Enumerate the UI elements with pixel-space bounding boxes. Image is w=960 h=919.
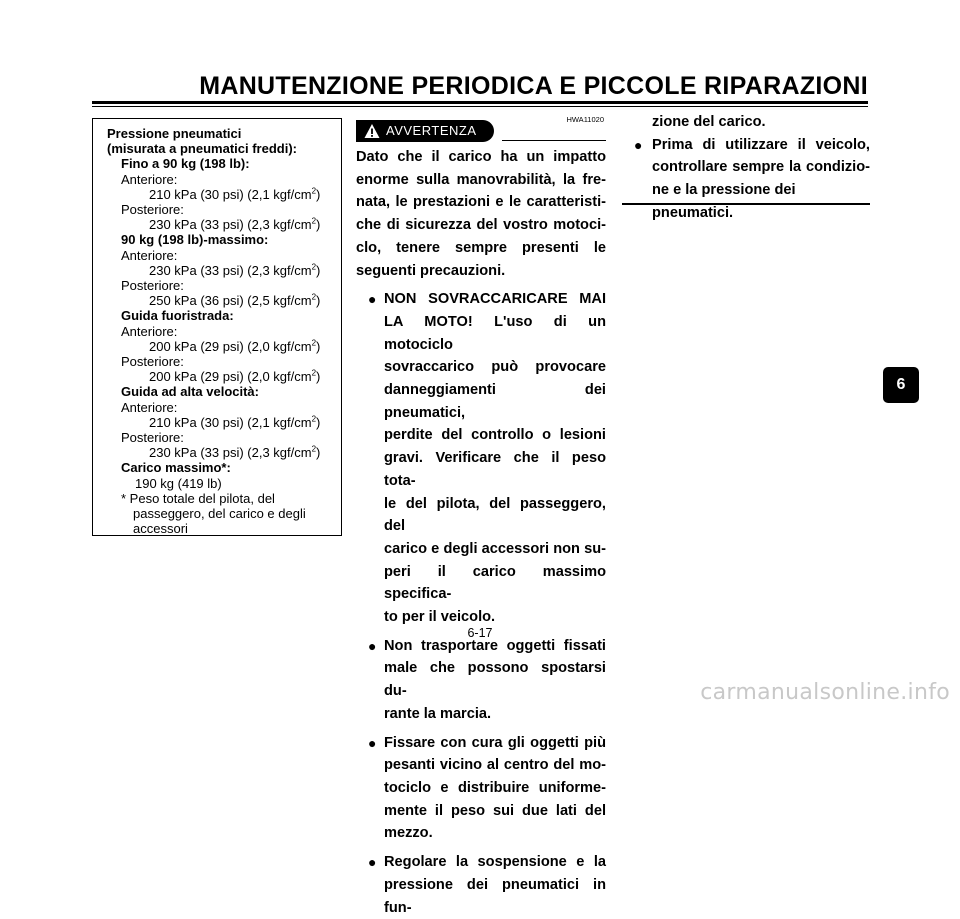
- text-line: nata, le prestazioni e le caratteristi-: [356, 194, 606, 211]
- text-line: gravi. Verificare che il peso tota-: [384, 450, 606, 489]
- spec-rear-label: Posteriore:: [121, 354, 184, 370]
- spec-note-line: * Peso totale del pilota, del: [121, 490, 275, 506]
- page-header-title: MANUTENZIONE PERIODICA E PICCOLE RIPARAZIONI: [199, 72, 868, 100]
- spec-subtitle: (misurata a pneumatici freddi):: [107, 141, 297, 157]
- page-number: 6-17: [467, 626, 493, 640]
- warning-end-rule: [622, 203, 870, 205]
- warning-triangle-icon: [364, 123, 380, 139]
- text-line: peri il carico massimo specifica-: [384, 563, 606, 603]
- bullet-icon: ●: [368, 637, 377, 654]
- spec-front-label: Anteriore:: [121, 171, 178, 187]
- text-line: Fissare con cura gli oggetti più: [384, 734, 606, 751]
- warning-section-continued: [622, 111, 870, 225]
- spec-front-label: Anteriore:: [121, 323, 178, 339]
- spec-title: Pressione pneumatici: [107, 126, 242, 141]
- text-line: Non trasportare oggetti fissati: [384, 637, 606, 654]
- text-line: sovraccarico può provocare: [384, 359, 606, 376]
- warning-bullet: [356, 288, 606, 629]
- spec-value: 230 kPa (33 psi) (2,3 kgf/$cm^2$): [149, 444, 321, 461]
- text-line: mezzo.: [384, 825, 433, 842]
- watermark: carmanualsonline.info: [700, 680, 950, 705]
- spec-value: 230 kPa (33 psi) (2,3 kgf/$cm^2$): [149, 216, 321, 233]
- spec-rear-label: Posteriore:: [121, 430, 184, 446]
- text-line: le del pilota, del passeggero, del: [384, 495, 606, 535]
- header-rule-thin: [92, 106, 868, 107]
- spec-value: 200 kPa (29 psi) (2,0 kgf/$cm^2$): [149, 338, 321, 354]
- warning-badge: [356, 120, 494, 142]
- text-line: pressione dei pneumatici in fun-: [384, 876, 606, 916]
- text-line: Regolare la sospensione e la: [384, 854, 606, 871]
- spec-note-line: accessori: [133, 521, 188, 537]
- tire-pressure-spec-box: [92, 118, 342, 536]
- warning-bullet: [356, 732, 606, 846]
- spec-highspeed-label: Guida ad alta velocità:: [121, 384, 259, 400]
- text-line: tociclo e distribuire uniforme-: [384, 779, 606, 796]
- warning-code: HWA11020: [566, 115, 604, 124]
- warning-header: [356, 116, 606, 146]
- text-line: Prima di utilizzare il veicolo,: [652, 136, 870, 153]
- text-line: che di sicurezza del vostro motoci-: [356, 217, 606, 234]
- text-line: perdite del controllo o lesioni: [384, 427, 606, 444]
- warning-header-rule: [502, 140, 606, 141]
- text-line: ne e la pressione dei pneumatici.: [652, 182, 796, 221]
- warning-bullet: [356, 851, 606, 919]
- spec-value: 210 kPa (30 psi) (2,1 kgf/$cm^2$): [149, 414, 321, 430]
- bullet-icon: ●: [368, 291, 377, 308]
- warning-intro: [356, 146, 606, 282]
- spec-rear-label: Posteriore:: [121, 278, 184, 294]
- spec-load-2-label: 90 kg (198 lb)-massimo:: [121, 232, 269, 248]
- text-line: danneggiamenti dei pneumatici,: [384, 382, 606, 421]
- warning-bullet: [622, 134, 870, 225]
- text-line: NON SOVRACCARICARE MAI: [384, 291, 606, 308]
- spec-value: 200 kPa (29 psi) (2,0 kgf/$cm^2$): [149, 368, 321, 385]
- spec-load-1-label: Fino a 90 kg (198 lb):: [121, 156, 250, 172]
- text-line: male che possono spostarsi du-: [384, 660, 606, 700]
- warning-section: [356, 116, 606, 919]
- header-rule: [92, 101, 868, 104]
- text-line: mente il peso sui due lati del: [384, 802, 606, 819]
- text-line: Dato che il carico ha un impatto: [356, 149, 606, 165]
- bullet-icon: ●: [368, 734, 377, 751]
- bullet-icon: ●: [368, 854, 377, 871]
- text-line: clo, tenere sempre presenti le: [356, 239, 606, 256]
- text-line: seguenti precauzioni.: [356, 262, 506, 279]
- spec-value: 210 kPa (30 psi) (2,1 kgf/$cm^2$): [149, 186, 321, 202]
- spec-value: 230 kPa (33 psi) (2,3 kgf/$cm^2$): [149, 262, 321, 278]
- text-line: LA MOTO! L'uso di un motociclo: [384, 313, 606, 353]
- chapter-tab: 6: [883, 367, 919, 403]
- warning-badge-label: AVVERTENZA: [386, 123, 477, 138]
- text-line: enorme sulla manovrabilità, la fre-: [356, 171, 606, 188]
- spec-offroad-label: Guida fuoristrada:: [121, 308, 234, 324]
- text-line: rante la marcia.: [384, 705, 492, 722]
- spec-front-label: Anteriore:: [121, 247, 178, 263]
- text-line: carico e degli accessori non su-: [384, 540, 606, 557]
- spec-max-load-label: Carico massimo*:: [121, 460, 231, 476]
- text-line: controllare sempre la condizio-: [652, 159, 870, 176]
- text-line: pesanti vicino al centro del mo-: [384, 757, 606, 774]
- spec-rear-label: Posteriore:: [121, 202, 184, 218]
- spec-note-line: passeggero, del carico e degli: [133, 506, 306, 522]
- spec-value: 250 kPa (36 psi) (2,5 kgf/$cm^2$): [149, 292, 321, 309]
- text-line: zione del carico.: [652, 114, 766, 130]
- spec-front-label: Anteriore:: [121, 399, 178, 415]
- text-line: to per il veicolo.: [384, 609, 496, 626]
- bullet-icon: ●: [634, 136, 643, 153]
- warning-bullet: [356, 635, 606, 726]
- spec-max-load-value: 190 kg (419 lb): [135, 475, 222, 491]
